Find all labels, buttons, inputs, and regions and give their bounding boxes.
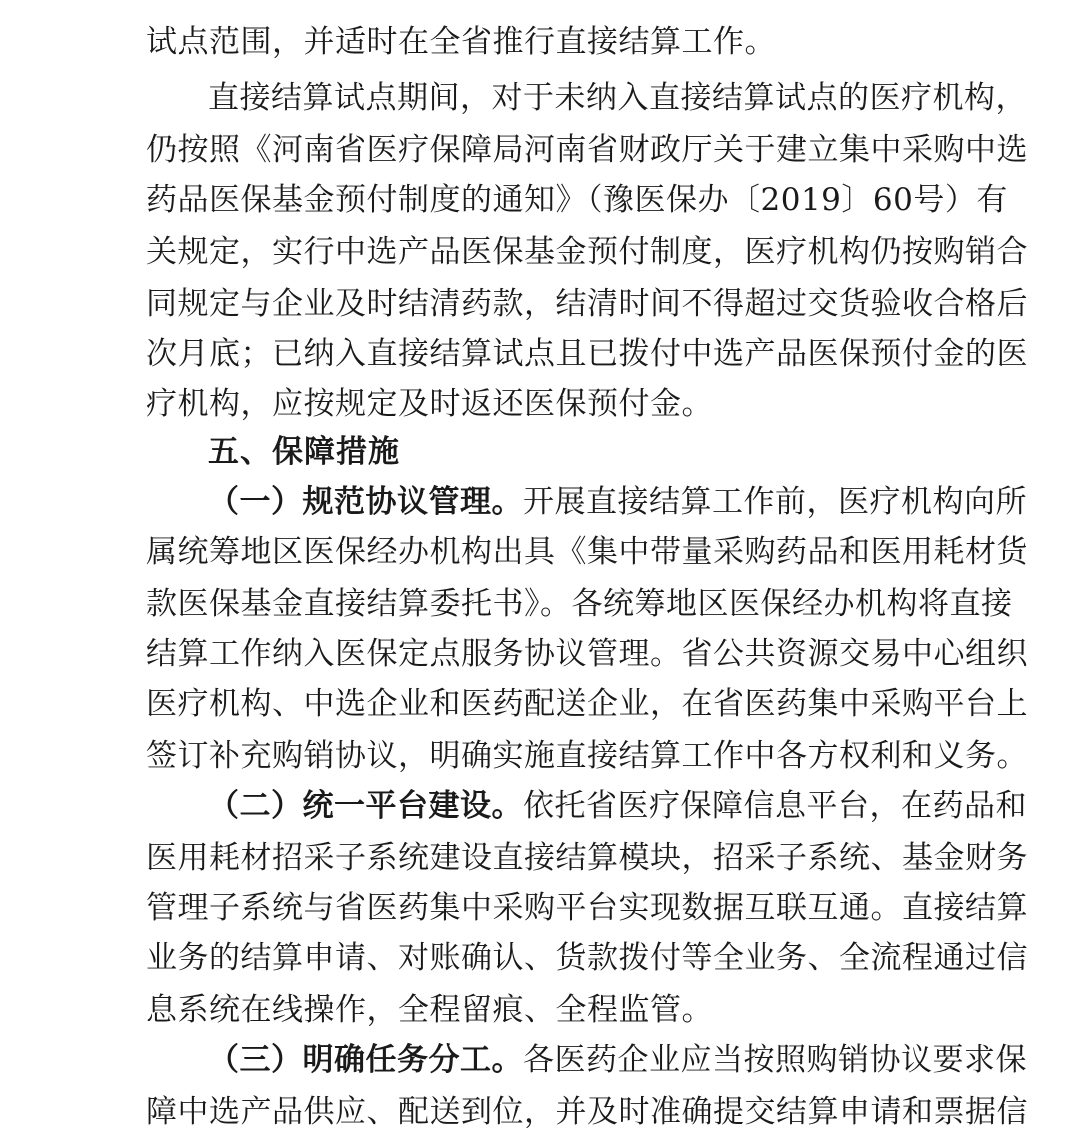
paragraph-2-lead: （一）规范协议管理。 [208,484,523,520]
paragraph-4-line-1-rest: 各医药企业应当按照购销协议要求保 [523,1042,1027,1078]
paragraph-2-line-5: 医疗机构、中选企业和医药配送企业，在省医药集中采购平台上 [146,686,1028,722]
paragraph-1-line-1: 直接结算试点期间，对于未纳入直接结算试点的医疗机构， [208,80,1027,116]
paragraph-2-line-1-rest: 开展直接结算工作前，医疗机构向所 [523,484,1027,520]
paragraph-2-line-1 [208,482,1027,522]
paragraph-1-line-6: 次月底；已纳入直接结算试点且已拨付中选产品医保预付金的医 [146,336,1028,372]
paragraph-3-line-2: 医用耗材招采子系统建设直接结算模块，招采子系统、基金财务 [146,840,1028,876]
paragraph-1-line-7: 疗机构，应按规定及时返还医保预付金。 [146,386,713,422]
paragraph-3-line-1 [208,786,1027,826]
section-heading: 五、保障措施 [208,434,400,470]
paragraph-3-lead: （二）统一平台建设。 [208,788,523,824]
paragraph-4-line-1 [208,1040,1027,1080]
paragraph-2-line-6: 签订补充购销协议，明确实施直接结算工作中各方权利和义务。 [146,738,1028,774]
paragraph-3-line-4: 业务的结算申请、对账确认、货款拨付等全业务、全流程通过信 [146,940,1028,976]
paragraph-1-line-2: 仍按照《河南省医疗保障局河南省财政厅关于建立集中采购中选 [146,132,1028,168]
paragraph-1-line-3: 药品医保基金预付制度的通知》（豫医保办〔2019〕60号）有 [146,182,1008,218]
paragraph-2-line-4: 结算工作纳入医保定点服务协议管理。省公共资源交易中心组织 [146,636,1028,672]
paragraph-0-line-1: 试点范围，并适时在全省推行直接结算工作。 [146,24,776,60]
paragraph-4-lead: （三）明确任务分工。 [208,1042,523,1078]
paragraph-3-line-3: 管理子系统与省医药集中采购平台实现数据互联互通。直接结算 [146,890,1028,926]
paragraph-4-line-2: 障中选产品供应、配送到位，并及时准确提交结算申请和票据信 [146,1094,1028,1130]
paragraph-3-line-5: 息系统在线操作，全程留痕、全程监管。 [146,992,713,1028]
paragraph-2-line-2: 属统筹地区医保经办机构出具《集中带量采购药品和医用耗材货 [146,534,1028,570]
paragraph-1-line-4: 关规定，实行中选产品医保基金预付制度，医疗机构仍按购销合 [146,234,1028,270]
paragraph-1-line-5: 同规定与企业及时结清药款，结清时间不得超过交货验收合格后 [146,286,1028,322]
paragraph-3-line-1-rest: 依托省医疗保障信息平台，在药品和 [523,788,1027,824]
paragraph-2-line-3: 款医保基金直接结算委托书》。各统筹地区医保经办机构将直接 [146,586,1013,622]
